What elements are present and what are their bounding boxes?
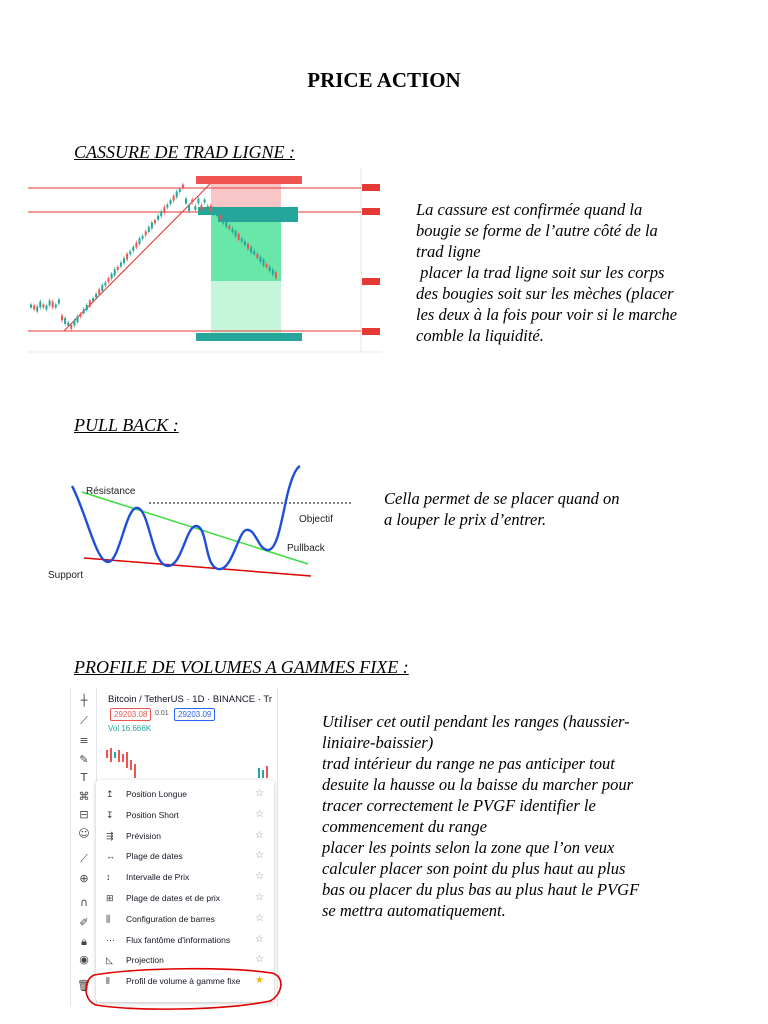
label-pullback: Pullback (287, 543, 325, 554)
forecast-icon: ⇶ (106, 830, 114, 841)
label-resistance: Résistance (86, 486, 136, 497)
menu-item-label: Intervalle de Prix (126, 872, 190, 883)
menu-item-label: Position Short (126, 809, 179, 820)
symbol-header: Bitcoin / TetherUS · 1D · BINANCE · Tr (108, 694, 273, 705)
zoom-icon[interactable]: ⊕ (79, 872, 89, 885)
menu-item[interactable] (96, 846, 272, 867)
menu-item[interactable] (96, 805, 272, 826)
section-heading-pullback: PULL BACK : (74, 415, 179, 435)
ruler-icon[interactable]: ⟋ (80, 852, 88, 865)
profile-text: Utiliser cet outil pendant les ranges (haussier- liniaire-baissier) trad intérieur du range ne pas anticiper tout desuite la hausse ou la baisse du marcher pour tracer correctement le PVGF identifier le commencement du range placer les points selon la zone que l’on veux calculer placer son point du plus haut au plus bas ou placer du plus bas au plus haut le PVGF se mettra automatiquement. (322, 712, 640, 920)
mini-chart (98, 738, 274, 782)
cassure-text: La cassure est confirmée quand la bougie se forme de l’autre côté de la trad ligne placer la trad ligne soit sur les corps des bougies soit sur les mèches (placer les deux à la fois pour voir si le marche comble la liquidité. (416, 200, 678, 345)
highlight-circle (82, 965, 284, 1013)
menu-item-label: Configuration de barres (126, 913, 215, 924)
spread: 0.01 (155, 710, 169, 717)
date-price-range-icon: ⊞ (106, 893, 114, 903)
fixed-range-volume-icon: ⫴ (106, 976, 110, 987)
sell-price[interactable]: 29203.08 (110, 708, 151, 721)
price-range-icon: ↕ (106, 872, 111, 883)
menu-item[interactable] (96, 867, 272, 888)
favorite-star-icon[interactable]: ☆ (255, 912, 264, 924)
pullback-diagram (46, 452, 356, 584)
menu-item[interactable] (96, 888, 272, 909)
eye-icon[interactable]: ◉ (79, 953, 89, 966)
emoji-icon[interactable]: ☺ (78, 827, 90, 840)
menu-item-label: Plage de dates (126, 851, 183, 862)
date-range-icon: ↔ (106, 851, 115, 862)
trash-icon[interactable]: 🗑︎ (77, 979, 91, 992)
favorite-star-icon[interactable]: ☆ (255, 892, 264, 903)
menu-item-label: Prévision (126, 830, 161, 841)
label-support: Support (48, 570, 84, 581)
trendline-chart (28, 168, 382, 362)
fib-icon[interactable]: ≡ (79, 734, 89, 747)
menu-item-label: Plage de dates et de prix (126, 893, 221, 903)
bars-pattern-icon: ⫼ (106, 913, 111, 924)
favorite-star-icon[interactable]: ☆ (255, 788, 264, 799)
favorite-star-icon[interactable]: ☆ (255, 829, 264, 841)
favorite-star-icon[interactable]: ★ (255, 975, 264, 987)
menu-item[interactable] (96, 784, 272, 805)
menu-item[interactable] (96, 909, 272, 930)
ghost-feed-icon: ⋯ (106, 934, 115, 945)
menu-item-label: Position Longue (126, 789, 187, 799)
pattern-icon[interactable]: ⌘ (78, 790, 90, 803)
menu-item[interactable] (96, 930, 272, 951)
position-long-icon: ↥ (106, 789, 114, 799)
text-icon[interactable]: T (80, 771, 88, 784)
section-heading-profile: PROFILE DE VOLUMES A GAMMES FIXE : (74, 657, 409, 677)
magnet-icon[interactable]: ∩ (79, 896, 89, 909)
label-objectif: Objectif (299, 514, 333, 525)
lock-icon[interactable]: 🔒︎ (81, 935, 87, 948)
volume-readout: Vol 16.666K (108, 724, 152, 733)
favorite-star-icon[interactable]: ☆ (255, 933, 264, 945)
trendline-icon[interactable]: ⟋ (80, 714, 88, 727)
position-short-icon: ↧ (106, 809, 114, 820)
buy-price[interactable]: 29203.09 (174, 708, 215, 721)
crosshair-icon[interactable]: ┼ (80, 694, 88, 707)
menu-item[interactable] (96, 826, 272, 847)
page-title: PRICE ACTION (307, 68, 461, 92)
projection-icon: ◺ (106, 955, 113, 966)
favorite-star-icon[interactable]: ☆ (255, 871, 264, 883)
favorite-star-icon[interactable]: ☆ (255, 850, 264, 862)
measure-icon[interactable]: ⊟ (79, 808, 89, 821)
menu-item-label: Flux fantôme d'informations (126, 934, 231, 945)
brush-icon[interactable]: ✎ (79, 753, 89, 766)
favorite-star-icon[interactable]: ☆ (255, 954, 264, 966)
section-heading-cassure: CASSURE DE TRAD LIGNE : (74, 142, 295, 162)
menu-item-label: Projection (126, 955, 164, 966)
menu-item-label: Profil de volume à gamme fixe (126, 976, 241, 987)
lock-pen-icon[interactable]: ✐ (79, 916, 89, 929)
favorite-star-icon[interactable]: ☆ (255, 808, 264, 820)
pullback-text: Cella permet de se placer quand on a louper le prix d’entrer. (384, 489, 620, 529)
